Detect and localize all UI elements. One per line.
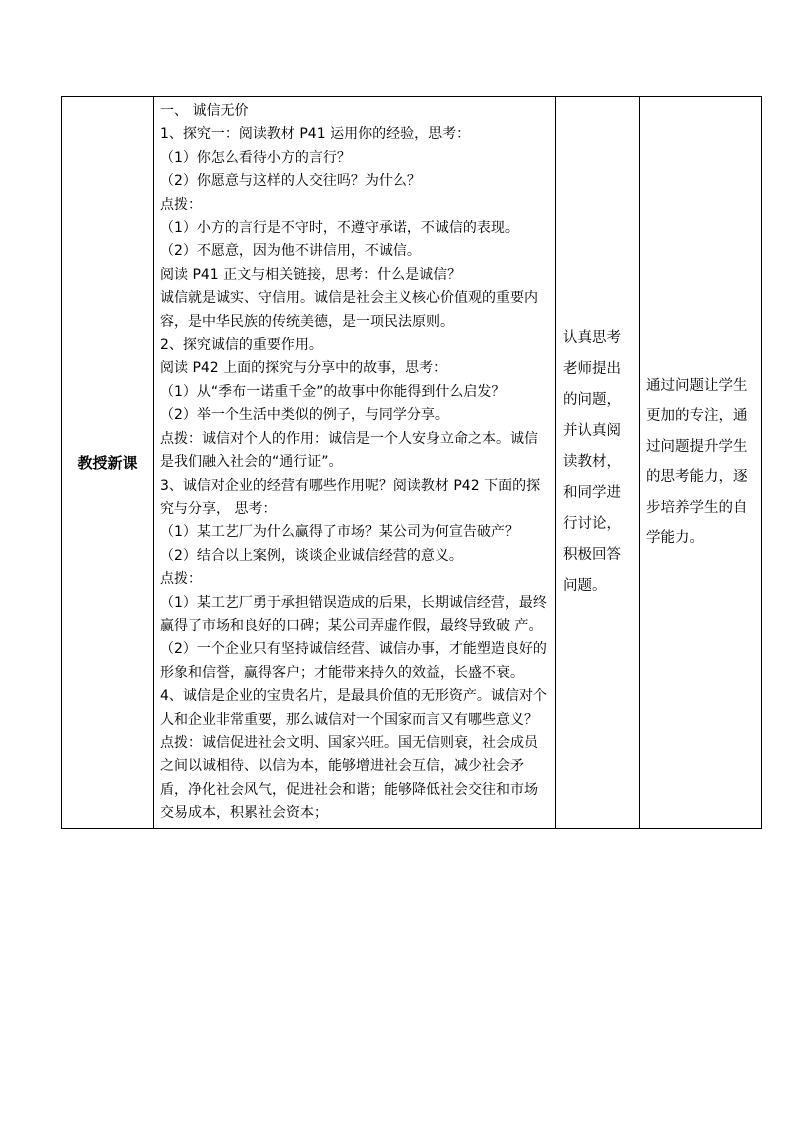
- content-line: （1）某工艺厂为什么赢得了市场？某公司为何宣告破产？: [160, 524, 519, 541]
- content-line: （2）结合以上案例，谈谈企业诚信经营的意义。: [160, 547, 463, 564]
- content-line: 2、探究诚信的重要作用。: [160, 337, 323, 354]
- table-row: [62, 97, 762, 829]
- content-line: 3、诚信对企业的经营有哪些作用呢？阅读教材 P42 下面的探究与分享， 思考：: [160, 477, 541, 517]
- content-line: 点拨：诚信促进社会文明、国家兴旺。国无信则衰，社会成员之间以诚相待、以信为本，能够增进社会互信，减少社会矛盾，净化社会风气，促进社会和谐；能够降低社会交往和市场交易成本，积累社会资本；: [160, 734, 538, 822]
- content-line: 点拨：: [160, 571, 202, 588]
- content-line: 阅读 P42 上面的探究与分享中的故事，思考：: [160, 360, 448, 377]
- content-line: （1）从“季布一诺重千金”的故事中你能得到什么启发？: [160, 383, 506, 400]
- design-intent-cell: [640, 97, 762, 829]
- student-activity-cell: [556, 97, 640, 829]
- content-line: 点拨：: [160, 196, 202, 213]
- content-line: （2）不愿意，因为他不讲信用，不诚信。: [160, 243, 421, 260]
- content-line: 诚信就是诚实、守信用。诚信是社会主义核心价值观的重要内容，是中华民族的传统美德，是一项民法原则。: [160, 290, 538, 330]
- content-line: 阅读 P41 正文与相关链接，思考：什么是诚信？: [160, 266, 462, 283]
- lesson-plan-table: [61, 96, 762, 829]
- content-line: （1）你怎么看待小方的言行？: [160, 149, 351, 166]
- content-line: 1、探究一：阅读教材 P41 运用你的经验，思考：: [160, 126, 471, 143]
- content-line: （1）某工艺厂勇于承担错误造成的后果，长期诚信经营，最终赢得了市场和良好的口碑；某公司弄虚作假，最终导致破 产。: [160, 594, 547, 634]
- student-activity-text: 认真思考老师提出的问题，并认真阅读教材，和同学进行讨论，积极回答问题。: [563, 329, 621, 594]
- content-line: （2）一个企业只有坚持诚信经营、诚信办事，才能塑造良好的形象和信誉，赢得客户；才能带来持久的效益，长盛不衰。: [160, 641, 547, 681]
- content-line: （2）你愿意与这样的人交往吗？为什么？: [160, 173, 421, 190]
- content-line: （2）举一个生活中类似的例子，与同学分享。: [160, 407, 449, 424]
- design-intent-text: 通过问题让学生更加的专注，通过问题提升学生的思考能力，逐步培养学生的自学能力。: [646, 377, 748, 547]
- stage-cell: [62, 97, 154, 829]
- content-line: （1）小方的言行是不守时，不遵守承诺，不诚信的表现。: [160, 220, 519, 237]
- content-cell: [154, 97, 556, 829]
- content-line: 点拨：诚信对个人的作用：诚信是一个人安身立命之本。诚信是我们融入社会的“通行证”。: [160, 430, 538, 471]
- content-line: 一、 诚信无价: [160, 103, 249, 119]
- content-line: 4、诚信是企业的宝贵名片，是最具价值的无形资产。诚信对个人和企业非常重要，那么诚信对一个国家而言又有哪些意义？: [160, 688, 547, 728]
- stage-label: 教授新课: [77, 453, 138, 472]
